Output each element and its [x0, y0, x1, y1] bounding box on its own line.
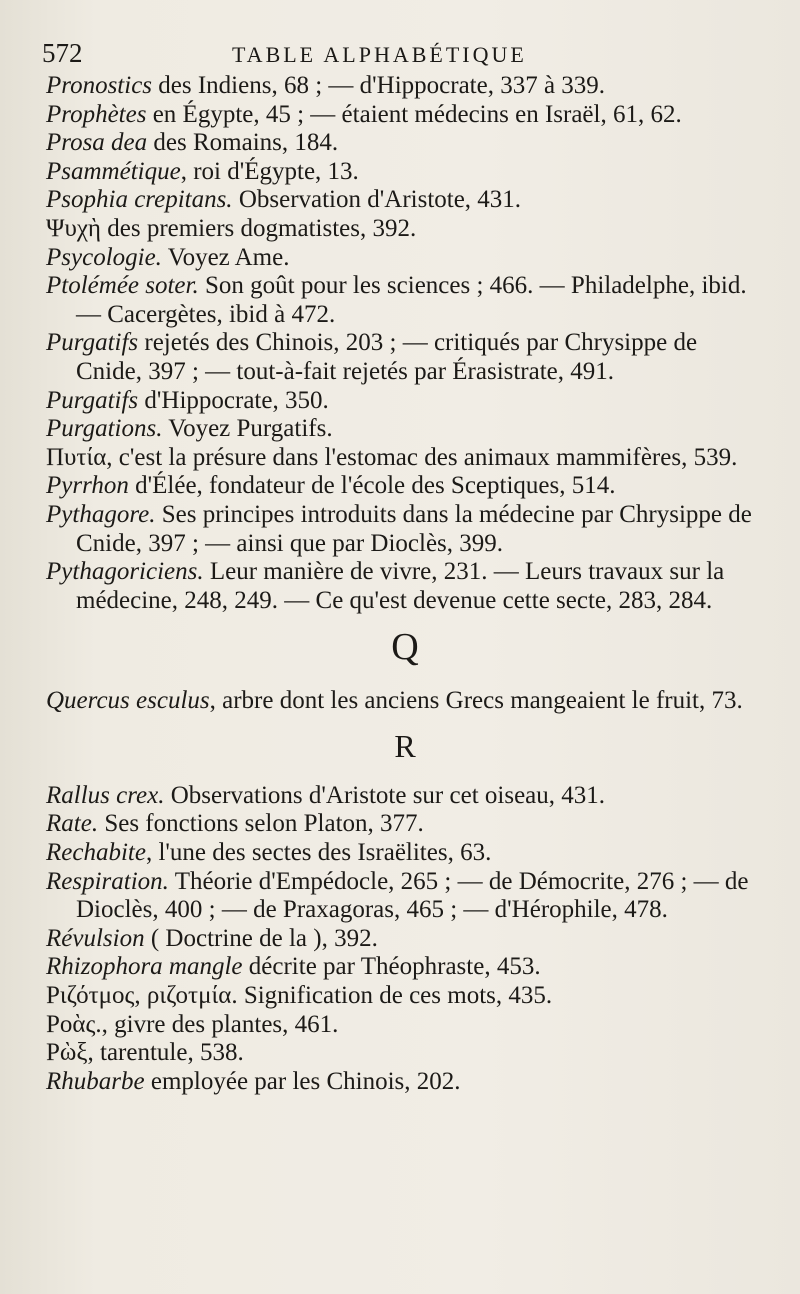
- entry-term: Rallus crex.: [46, 781, 165, 809]
- index-entry: [46, 1039, 764, 1068]
- entry-term: Rhubarbe: [46, 1067, 145, 1095]
- entry-text: en Égypte, 45 ; — étaient médecins en Israël, 61, 62.: [146, 100, 682, 128]
- entry-term: Rate.: [46, 810, 99, 838]
- entry-text: Πυτία, c'est la présure dans l'estomac des animaux mammifères, 539.: [46, 443, 738, 471]
- entry-term: Rhizophora mangle: [46, 953, 243, 981]
- entry-text: Ροὰς., givre des plantes, 461.: [46, 1010, 339, 1038]
- index-entries: [46, 72, 764, 1096]
- index-entry: [46, 72, 764, 101]
- index-entry: [46, 953, 764, 982]
- entry-text: Observations d'Aristote sur cet oiseau, 431.: [164, 781, 606, 809]
- index-entry: [46, 329, 764, 386]
- entry-text: Ses principes introduits dans la médecine par Chrysippe de Cnide, 397 ; — ainsi que par Dioclès, 399.: [76, 500, 752, 557]
- entry-text: , roi d'Égypte, 13.: [180, 157, 359, 185]
- index-entry: [46, 101, 764, 130]
- entry-text: , arbre dont les anciens Grecs mangeaient le fruit, 73.: [209, 687, 743, 715]
- entry-text: d'Hippocrate, 350.: [138, 386, 329, 414]
- index-entry: [46, 215, 764, 244]
- entry-term: Prophètes: [46, 100, 147, 128]
- index-entry: [46, 129, 764, 158]
- entry-text: Ψυχὴ des premiers dogmatistes, 392.: [46, 214, 417, 242]
- entry-text: employée par les Chinois, 202.: [144, 1067, 461, 1095]
- entry-text: Ses fonctions selon Platon, 377.: [98, 810, 424, 838]
- index-entry: [46, 868, 764, 925]
- entry-term: Respiration.: [46, 867, 169, 895]
- index-entry: [46, 387, 764, 416]
- entry-text: Ρὼξ, tarentule, 538.: [46, 1039, 244, 1067]
- index-entry: [46, 1068, 764, 1097]
- index-entry: [46, 158, 764, 187]
- index-entry: [46, 501, 764, 558]
- index-entry: [46, 472, 764, 501]
- entry-text: Observation d'Aristote, 431.: [232, 186, 522, 214]
- running-title: TABLE ALPHABÉTIQUE: [232, 42, 527, 67]
- page-number: 572: [42, 38, 83, 68]
- entry-term: Psammétique: [46, 157, 181, 185]
- entry-text: des Indiens, 68 ; — d'Hippocrate, 337 à 339.: [152, 72, 606, 99]
- index-entry: [46, 782, 764, 811]
- entry-text: Théorie d'Empédocle, 265 ; — de Démocrite, 276 ; — de Dioclès, 400 ; — de Praxagoras, 465 ; — d'Hérophile, 478.: [76, 867, 749, 924]
- entry-term: Pythagoriciens.: [46, 558, 204, 586]
- entry-text: Son goût pour les sciences ; 466. — Philadelphe, ibid. — Cacergètes, ibid à 472.: [76, 272, 747, 328]
- entry-text: , l'une des sectes des Israëlites, 63.: [145, 839, 492, 867]
- entry-term: Prosa dea: [46, 129, 148, 157]
- entry-term: Pronostics: [46, 72, 153, 99]
- entry-text: ( Doctrine de la ), 392.: [144, 924, 378, 952]
- index-entry: [46, 444, 764, 473]
- entry-text: Voyez Purgatifs.: [162, 415, 333, 443]
- section-letter-r: R: [394, 727, 416, 764]
- index-entry: [46, 415, 764, 444]
- entry-term: Purgations.: [46, 415, 163, 443]
- index-entry: [46, 925, 764, 954]
- entry-text: Ριζότμος, ριζοτμία. Signification de ces mots, 435.: [46, 982, 553, 1010]
- section-letter-q: Q: [391, 626, 419, 669]
- entry-term: Révulsion: [46, 924, 145, 952]
- index-entry: [46, 272, 764, 329]
- index-entry: [46, 839, 764, 868]
- index-entry: [46, 186, 764, 215]
- entry-term: Rechabite: [46, 839, 146, 867]
- entry-term: Psophia crepitans.: [46, 186, 233, 214]
- entry-term: Quercus esculus: [46, 687, 210, 715]
- index-entry: [46, 1011, 764, 1040]
- index-entry: [46, 982, 764, 1011]
- entry-text: rejetés des Chinois, 203 ; — critiqués par Chrysippe de Cnide, 397 ; — tout-à-fait rejetés par Érasistrate, 491.: [76, 329, 698, 385]
- entry-term: Pyrrhon: [46, 472, 129, 500]
- entry-term: Psycologie.: [46, 243, 162, 271]
- entry-term: Purgatifs: [46, 329, 139, 357]
- entry-text: d'Élée, fondateur de l'école des Sceptiques, 514.: [128, 472, 616, 500]
- entry-text: Leur manière de vivre, 231. — Leurs travaux sur la médecine, 248, 249. — Ce qu'est devenue cette secte, 283, 284.: [76, 558, 725, 614]
- index-entry: [46, 687, 764, 716]
- entry-text: décrite par Théophraste, 453.: [242, 953, 541, 981]
- entry-text: Voyez Ame.: [161, 243, 290, 271]
- entry-term: Purgatifs: [46, 386, 139, 414]
- entry-term: Pythagore.: [46, 500, 156, 528]
- entry-term: Ptolémée soter.: [46, 272, 199, 300]
- index-entry: [46, 244, 764, 273]
- page-header: [42, 38, 762, 72]
- index-entry: [46, 810, 764, 839]
- index-entry: [46, 558, 764, 615]
- entry-text: des Romains, 184.: [147, 129, 339, 157]
